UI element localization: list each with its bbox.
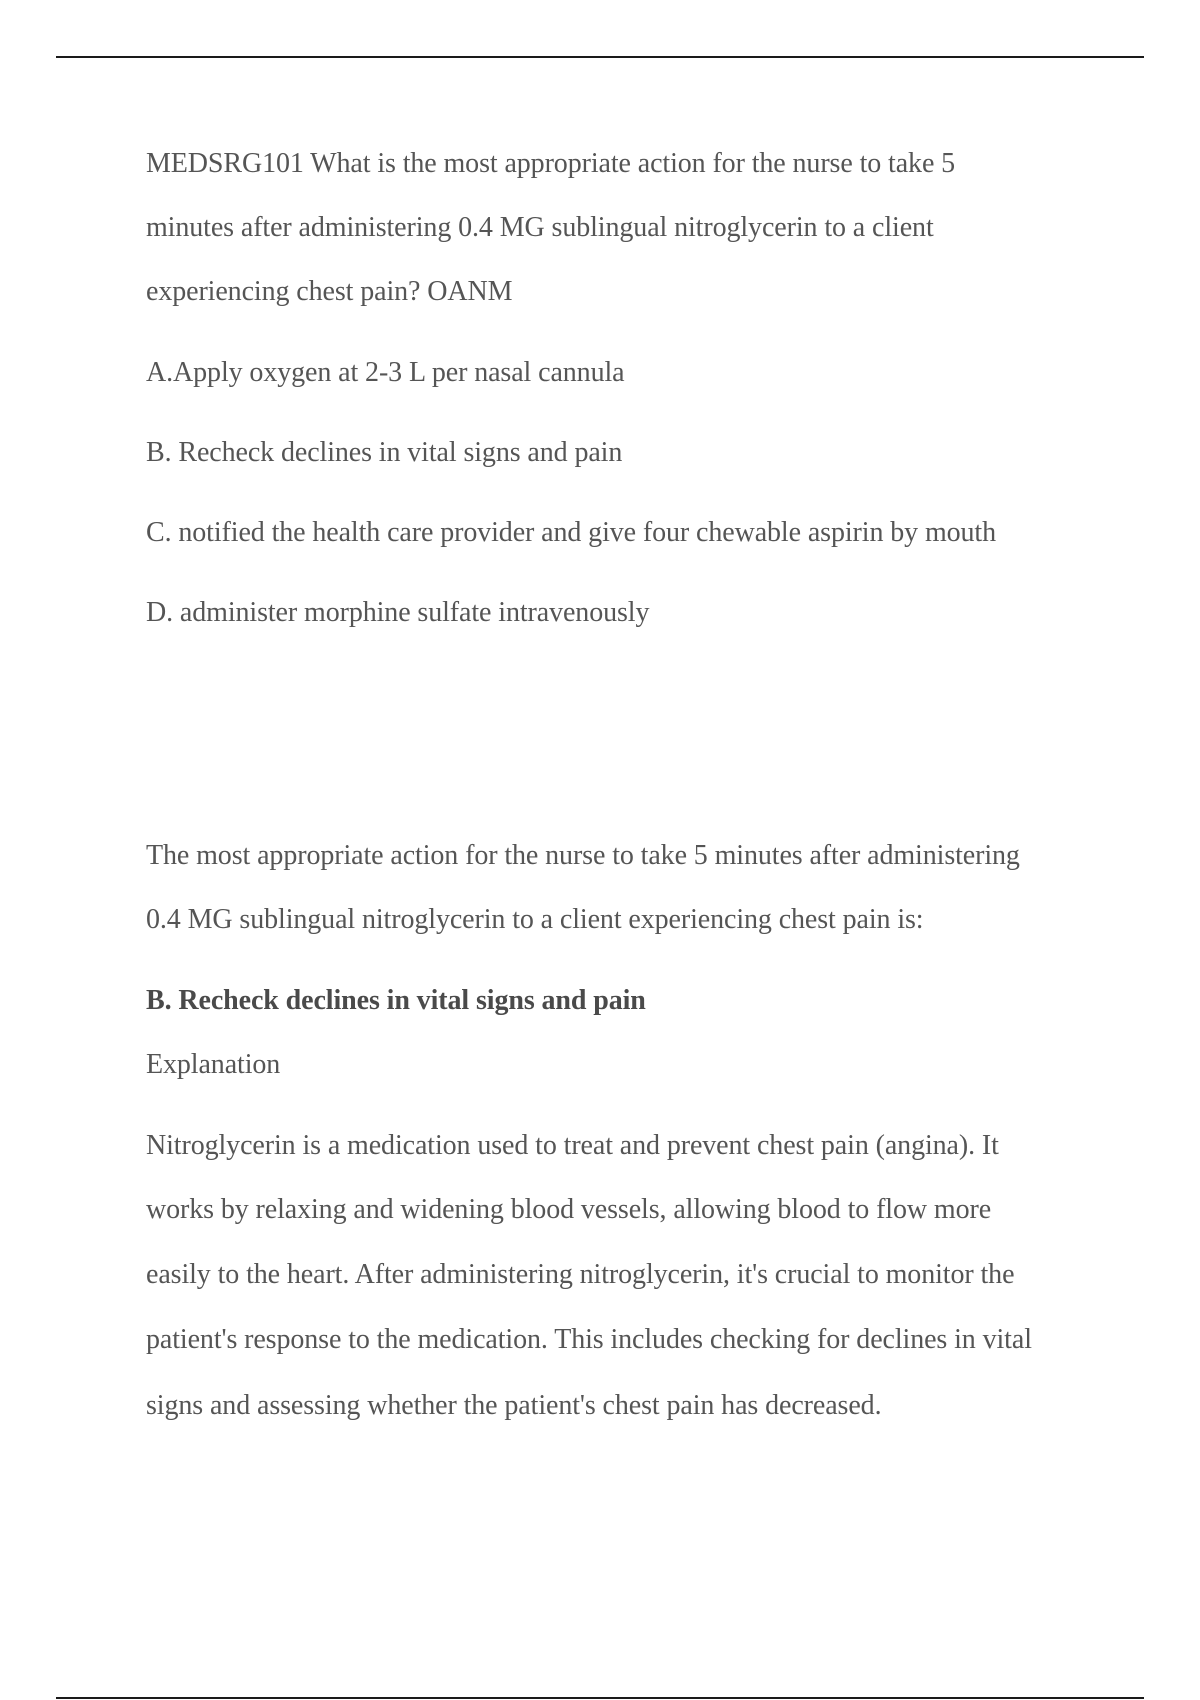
answer-intro-line: The most appropriate action for the nurse to take 5 minutes after administering — [146, 840, 1020, 871]
question-line: experiencing chest pain? OANM — [146, 276, 513, 307]
explanation-heading: Explanation — [146, 1049, 281, 1080]
question-line: MEDSRG101 What is the most appropriate action for the nurse to take 5 — [146, 148, 956, 179]
option-b: B. Recheck declines in vital signs and pain — [146, 437, 623, 468]
option-c: C. notified the health care provider and give four chewable aspirin by mouth — [146, 517, 997, 548]
explanation-line: works by relaxing and widening blood vessels, allowing blood to flow more — [146, 1194, 992, 1225]
explanation-line: easily to the heart. After administering nitroglycerin, it's crucial to monitor the — [146, 1259, 1015, 1290]
option-a: A.Apply oxygen at 2-3 L per nasal cannula — [146, 357, 625, 388]
selected-answer: B. Recheck declines in vital signs and pain — [146, 985, 646, 1016]
bottom-rule — [56, 1697, 1144, 1699]
explanation-line: Nitroglycerin is a medication used to treat and prevent chest pain (angina). It — [146, 1130, 999, 1161]
top-rule — [56, 56, 1144, 58]
answer-intro-line: 0.4 MG sublingual nitroglycerin to a client experiencing chest pain is: — [146, 904, 924, 935]
question-line: minutes after administering 0.4 MG sublingual nitroglycerin to a client — [146, 212, 934, 243]
explanation-line: patient's response to the medication. This includes checking for declines in vital — [146, 1324, 1032, 1355]
explanation-line: signs and assessing whether the patient's chest pain has decreased. — [146, 1390, 882, 1421]
option-d: D. administer morphine sulfate intravenously — [146, 597, 650, 628]
